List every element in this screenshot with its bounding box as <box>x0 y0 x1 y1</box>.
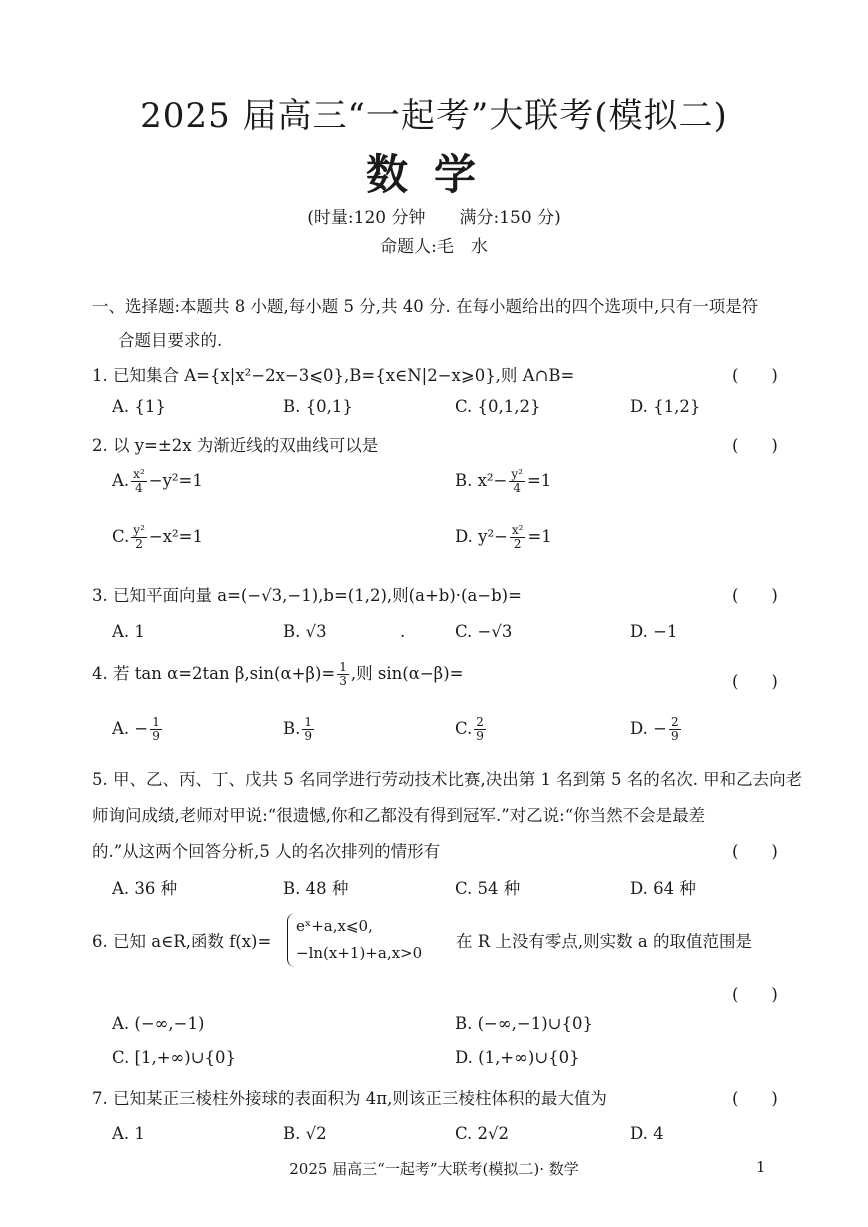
page-number: 1 <box>756 1158 766 1176</box>
answer-paren-7: ( ) <box>732 1089 778 1108</box>
question-6-stem-pre: 6. 已知 a∈R,函数 f(x)= <box>92 932 272 951</box>
q7-option-d: D. 4 <box>630 1124 664 1143</box>
answer-paren-5: ( ) <box>732 842 778 861</box>
piecewise-brace <box>287 913 422 967</box>
q6-option-d: D. (1,+∞)∪{0} <box>455 1048 580 1067</box>
question-1-stem: 1. 已知集合 A={x|x²−2x−3⩽0},B={x∈N|2−x⩾0},则 A∩B= <box>92 366 575 385</box>
q3-option-d: D. −1 <box>630 622 678 641</box>
q5-option-b: B. 48 种 <box>283 879 349 898</box>
piece-2: −ln(x+1)+a,x>0 <box>296 944 423 962</box>
q2-option-b: B. x²− $\frac{\text{y²}}{4}$ =1 <box>455 467 552 495</box>
piece-1: eˣ+a,x⩽0, <box>296 917 373 935</box>
q3-option-a: A. 1 <box>112 622 145 641</box>
q1-option-b: B. {0,1} <box>283 397 353 416</box>
answer-paren-4: ( ) <box>732 672 778 691</box>
q7-option-a: A. 1 <box>112 1124 145 1143</box>
subject-title: 数学 <box>365 150 502 199</box>
question-5-line2: 师询问成绩,老师对甲说:“很遗憾,你和乙都没有得到冠军.”对乙说:“你当然不会是最差 <box>92 806 706 825</box>
question-7-stem: 7. 已知某正三棱柱外接球的表面积为 4π,则该正三棱柱体积的最大值为 <box>92 1089 607 1108</box>
q5-option-c: C. 54 种 <box>455 879 521 898</box>
section-heading-line1: 一、选择题:本题共 8 小题,每小题 5 分,共 40 分. 在每小题给出的四个选项中,只有一项是符 <box>92 297 759 316</box>
page-footer: 2025 届高三“一起考”大联考(模拟二)· 数学 <box>289 1160 579 1178</box>
q4-option-b: B. $\frac{1}{9}$ <box>283 715 313 743</box>
q7-option-c: C. 2√2 <box>455 1124 510 1143</box>
question-5-line3: 的.”从这两个回答分析,5 人的名次排列的情形有 <box>92 842 441 861</box>
author-line: 命题人:毛 水 <box>380 237 488 257</box>
q7-option-b: B. √2 <box>283 1124 327 1143</box>
question-4-stem: 4. 若 tan α=2tan β,sin(α+β)= $\frac{1}{3}$ ,则 sin(α−β)= <box>92 660 464 688</box>
time-info: (时量:120 分钟 满分:150 分) <box>307 208 561 228</box>
q2-option-a: A. $\frac{\text{x²}}{4}$ −y²=1 <box>112 467 203 495</box>
q3-option-c: C. −√3 <box>455 622 513 641</box>
question-2-stem: 2. 以 y=±2x 为渐近线的双曲线可以是 <box>92 436 379 455</box>
q6-option-a: A. (−∞,−1) <box>112 1014 205 1033</box>
question-6-stem-post: 在 R 上没有零点,则实数 a 的取值范围是 <box>456 932 752 951</box>
answer-paren-1: ( ) <box>732 366 778 385</box>
q6-option-b: B. (−∞,−1)∪{0} <box>455 1014 593 1033</box>
q5-option-d: D. 64 种 <box>630 879 696 898</box>
question-3-stem: 3. 已知平面向量 a=(−√3,−1),b=(1,2),则(a+b)·(a−b)= <box>92 586 522 605</box>
answer-paren-3: ( ) <box>732 586 778 605</box>
answer-paren-6: ( ) <box>732 985 778 1004</box>
q4-option-d: D. − $\frac{2}{9}$ <box>630 715 679 743</box>
q1-option-a: A. {1} <box>112 397 166 416</box>
q1-option-d: D. {1,2} <box>630 397 701 416</box>
question-5-line1: 5. 甲、乙、丙、丁、戊共 5 名同学进行劳动技术比赛,决出第 1 名到第 5 名的名次. 甲和乙去向老 <box>92 770 803 789</box>
section-heading-line2: 合题目要求的. <box>118 331 223 350</box>
q4-option-c: C. $\frac{2}{9}$ <box>455 715 484 743</box>
q3-option-b: B. √3 <box>283 622 327 641</box>
answer-paren-2: ( ) <box>732 436 778 455</box>
exam-title: 2025 届高三“一起考”大联考(模拟二) <box>140 96 728 136</box>
q2-option-c: C. $\frac{\text{y²}}{2}$ −x²=1 <box>112 523 203 551</box>
q5-option-a: A. 36 种 <box>112 879 178 898</box>
q2-option-d: D. y²− $\frac{\text{x²}}{2}$ =1 <box>455 523 552 551</box>
q4-option-a: A. − $\frac{1}{9}$ <box>112 715 160 743</box>
q6-option-c: C. [1,+∞)∪{0} <box>112 1048 237 1067</box>
stray-dot: . <box>400 622 406 641</box>
q1-option-c: C. {0,1,2} <box>455 397 541 416</box>
